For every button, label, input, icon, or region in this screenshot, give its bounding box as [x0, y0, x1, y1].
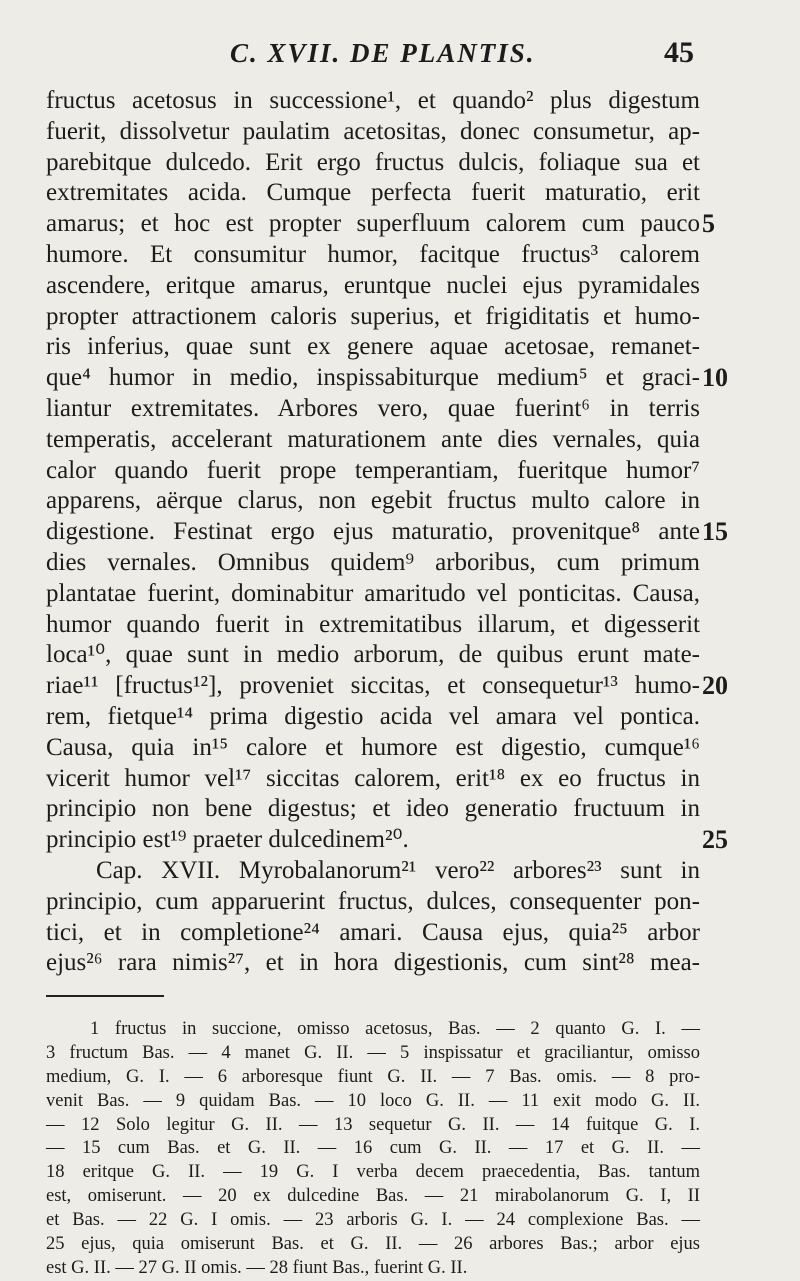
running-header — [0, 38, 800, 78]
text-line: principio, cum apparuerint fructus, dulces, consequenter pon- — [46, 887, 700, 915]
text-line: extremitates acida. Cumque perfecta fuerit maturatio, erit — [46, 179, 700, 207]
line-number: 15 — [702, 517, 728, 547]
text-line: riae¹¹ [fructus¹²], proveniet siccitas, et consequetur¹³ humo- — [46, 672, 700, 700]
text-line: ascendere, eritque amarus, eruntque nuclei ejus pyramidales — [46, 271, 700, 299]
footnotes — [46, 1018, 700, 1281]
text-line: fuerit, dissolvetur paulatim acetositas, donec consumetur, ap- — [46, 117, 700, 145]
footnote-line: venit Bas. — 9 quidam Bas. — 10 loco G. II. — 11 exit modo G. II. — [46, 1090, 700, 1111]
footnote-line: — 12 Solo legitur G. II. — 13 sequetur G. II. — 14 fuitque G. I. — [46, 1114, 700, 1135]
text-line: fructus acetosus in successione¹, et quando² plus digestum — [46, 87, 700, 114]
footnote-line: 25 ejus, quia omiserunt Bas. et G. II. — 26 arbores Bas.; arbor ejus — [46, 1234, 700, 1255]
text-line: Causa, quia in¹⁵ calore et humore est digestio, cumque¹⁶ — [46, 733, 700, 761]
text-line: ejus²⁶ rara nimis²⁷, et in hora digestionis, cum sint²⁸ mea- — [46, 949, 700, 977]
line-number: 5 — [702, 209, 715, 239]
text-line: ris inferius, quae sunt ex genere aquae acetosae, remanet- — [46, 333, 700, 361]
text-line: propter attractionem caloris superius, et frigiditatis et humo- — [46, 302, 700, 330]
footnote-line: medium, G. I. — 6 arboresque fiunt G. II. — 7 Bas. omis. — 8 pro- — [46, 1066, 700, 1087]
text-line: temperatis, accelerant maturationem ante dies vernales, quia — [46, 425, 700, 453]
text-line: amarus; et hoc est propter superfluum calorem cum pauco — [46, 210, 700, 238]
footnote-line: 1 fructus in succione, omisso acetosus, Bas. — 2 quanto G. I. — — [90, 1019, 700, 1039]
footnote-line: 3 fructum Bas. — 4 manet G. II. — 5 inspissatur et graciliantur, omisso — [46, 1042, 700, 1063]
text-line: tici, et in completione²⁴ amari. Causa ejus, quia²⁵ arbor — [46, 918, 700, 946]
text-line: vicerit humor vel¹⁷ siccitas calorem, erit¹⁸ ex eo fructus in — [46, 764, 700, 792]
line-number: 25 — [702, 825, 728, 855]
text-line: rem, fietque¹⁴ prima digestio acida vel amara vel pontica. — [46, 702, 700, 730]
text-line: digestione. Festinat ergo ejus maturatio, provenitque⁸ ante — [46, 518, 700, 546]
main-text — [46, 86, 728, 979]
footnote-rule — [46, 995, 164, 997]
text-line: apparens, aërque clarus, non egebit fructus multo calore in — [46, 487, 700, 515]
text-line: loca¹⁰, quae sunt in medio arborum, de quibus erunt mate- — [46, 641, 700, 669]
footnote-line: et Bas. — 22 G. I omis. — 23 arboris G. I. — 24 complexione Bas. — — [46, 1210, 700, 1231]
text-line: humor quando fuerit in extremitatibus illarum, et digesserit — [46, 610, 700, 638]
text-line: principio non bene digestus; et ideo generatio fructuum in — [46, 795, 700, 823]
text-line: plantatae fuerint, dominabitur amaritudo vel ponticitas. Causa, — [46, 579, 700, 607]
text-line: liantur extremitates. Arbores vero, quae fuerint⁶ in terris — [46, 394, 700, 422]
text-line: que⁴ humor in medio, inspissabiturque medium⁵ et graci- — [46, 364, 700, 392]
text-line: principio est¹⁹ praeter dulcedinem²⁰. — [46, 826, 409, 854]
text-line: Cap. XVII. Myrobalanorum²¹ vero²² arbores²³ sunt in — [96, 856, 700, 884]
footnote-line: 18 eritque G. II. — 19 G. I verba decem praecedentia, Bas. tantum — [46, 1162, 700, 1183]
text-line: parebitque dulcedo. Erit ergo fructus dulcis, foliaque sua et — [46, 148, 700, 176]
text-line: calor quando fuerit prope temperantiam, fueritque humor⁷ — [46, 456, 700, 484]
running-title: C. XVII. DE PLANTIS. — [230, 38, 536, 68]
line-number: 20 — [702, 671, 728, 701]
footnote-line: est G. II. — 27 G. II omis. — 28 fiunt Bas., fuerint G. II. — [46, 1257, 468, 1278]
page-number: 45 — [664, 36, 694, 69]
text-line: dies vernales. Omnibus quidem⁹ arboribus, cum primum — [46, 548, 700, 576]
footnote-line: est, omiserunt. — 20 ex dulcedine Bas. — 21 mirabolanorum G. I, II — [46, 1186, 700, 1207]
text-line: humore. Et consumitur humor, facitque fructus³ calorem — [46, 240, 700, 268]
footnote-line: — 15 cum Bas. et G. II. — 16 cum G. II. — 17 et G. II. — — [46, 1138, 700, 1159]
line-number: 10 — [702, 363, 728, 393]
